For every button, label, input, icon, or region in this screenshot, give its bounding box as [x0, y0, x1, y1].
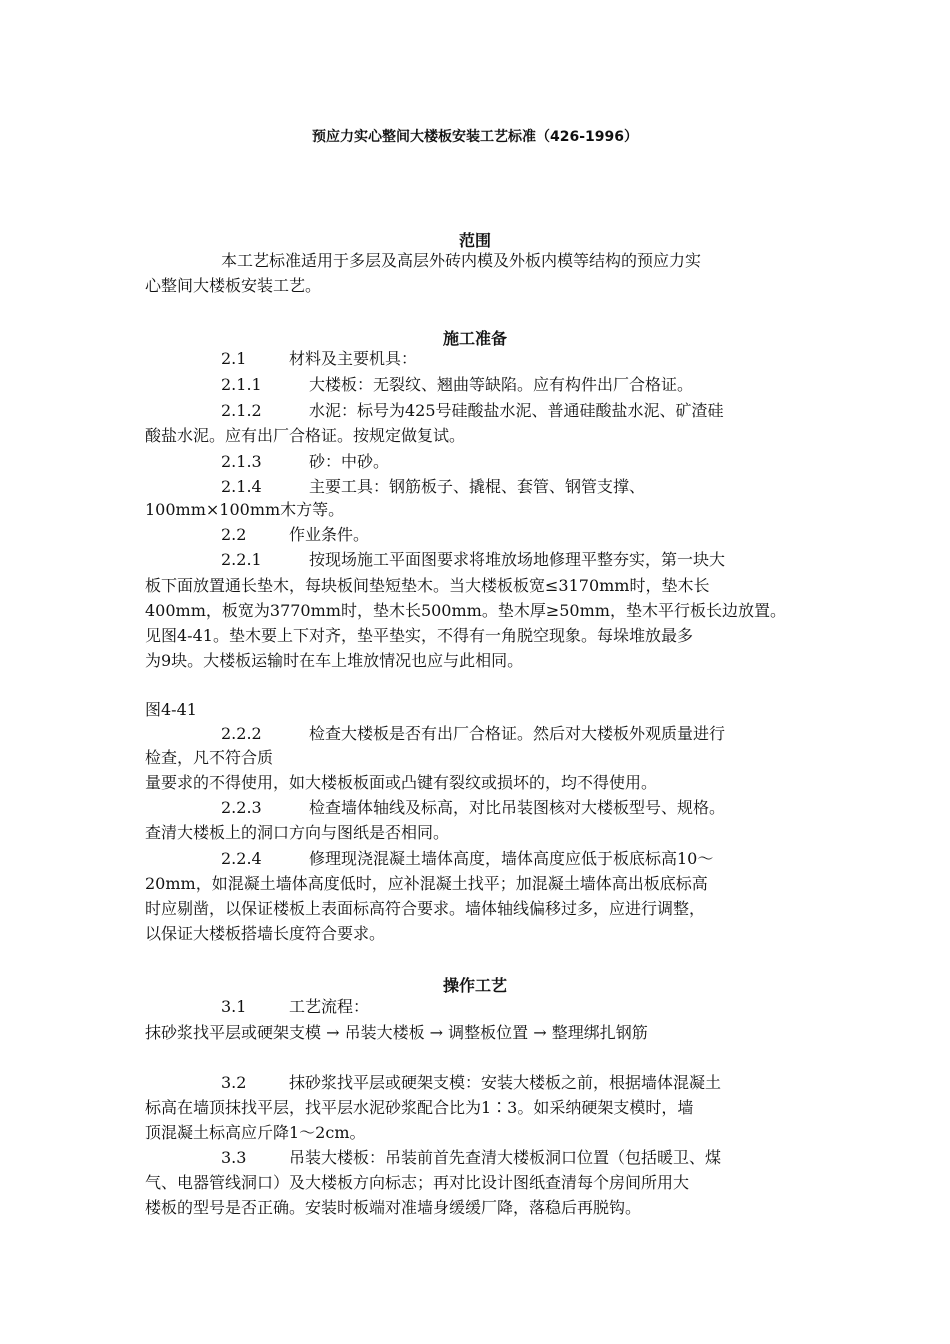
- section-number: 2.1.3: [221, 452, 262, 471]
- paragraph-line: 时应剔凿，以保证楼板上表面标高符合要求。墙体轴线偏移过多，应进行调整，: [145, 899, 706, 918]
- paragraph-line: 酸盐水泥。应有出厂合格证。按规定做复试。: [145, 426, 466, 445]
- section-number: 2.1.2: [221, 401, 262, 420]
- paragraph-line: 100mm×100mm木方等。: [145, 500, 345, 519]
- paragraph-line: 板下面放置通长垫木，每块板间垫短垫木。当大楼板板宽≤3170mm时，垫木长: [145, 576, 710, 595]
- section-2-2-2: [221, 722, 725, 746]
- section-text: 抹砂浆找平层或硬架支模：安装大楼板之前，根据墙体混凝土: [289, 1073, 722, 1092]
- section-2-1-1: [221, 373, 693, 397]
- section-2-2-4: [221, 847, 713, 871]
- paragraph-line: 以保证大楼板搭墙长度符合要求。: [145, 924, 386, 943]
- heading-scope: 范围: [458, 231, 491, 250]
- paragraph-line: 检查，凡不符合质: [145, 748, 274, 767]
- paragraph-line: 量要求的不得使用，如大楼板板面或凸键有裂纹或损坏的，均不得使用。: [145, 773, 658, 792]
- section-2-2: [221, 523, 369, 547]
- heading-process: 操作工艺: [442, 976, 507, 995]
- paragraph-line: 20mm，如混凝土墙体高度低时，应补混凝土找平；加混凝土墙体高出板底标高: [145, 874, 708, 893]
- section-number: 3.1: [221, 997, 247, 1016]
- section-2-1-3: [221, 450, 389, 474]
- section-number: 2.2.3: [221, 798, 262, 817]
- section-text: 检查大楼板是否有出厂合格证。然后对大楼板外观质量进行: [309, 724, 726, 743]
- section-number: 3.2: [221, 1073, 247, 1092]
- section-2-1-2: [221, 399, 724, 423]
- section-number: 2.1: [221, 349, 247, 368]
- section-text: 吊装大楼板：吊装前首先查清大楼板洞口位置（包括暖卫、煤: [289, 1148, 722, 1167]
- paragraph-line: 见图4-41。垫木要上下对齐，垫平垫实，不得有一角脱空现象。每垛堆放最多: [145, 626, 693, 645]
- section-number: 3.3: [221, 1148, 247, 1167]
- paragraph-line: 为9块。大楼板运输时在车上堆放情况也应与此相同。: [145, 651, 524, 670]
- paragraph-line: 楼板的型号是否正确。安装时板端对准墙身缓缓厂降，落稳后再脱钩。: [145, 1198, 642, 1217]
- heading-prep: 施工准备: [442, 329, 507, 348]
- section-text: 作业条件。: [289, 525, 370, 544]
- section-text: 大楼板：无裂纹、翘曲等缺陷。应有构件出厂合格证。: [309, 375, 694, 394]
- process-flow: 抹砂浆找平层或硬架支模 → 吊装大楼板 → 调整板位置 → 整理绑扎钢筋: [145, 1023, 648, 1042]
- section-number: 2.2: [221, 525, 247, 544]
- paragraph-line: 标高在墙顶抹找平层，找平层水泥砂浆配合比为1∶3。如采纳硬架支模时，墙: [145, 1098, 694, 1117]
- document-title: 预应力实心整间大楼板安装工艺标准（426-1996）: [312, 129, 638, 145]
- section-text: 水泥：标号为425号硅酸盐水泥、普通硅酸盐水泥、矿渣硅: [309, 401, 724, 420]
- section-text: 砂：中砂。: [309, 452, 390, 471]
- section-text: 修理现浇混凝土墙体高度，墙体高度应低于板底标高10～: [309, 849, 714, 868]
- section-number: 2.1.1: [221, 375, 262, 394]
- section-number: 2.1.4: [221, 477, 262, 496]
- section-3-2: [221, 1071, 721, 1095]
- section-2-2-3: [221, 796, 725, 820]
- paragraph-line: 查清大楼板上的洞口方向与图纸是否相同。: [145, 823, 450, 842]
- section-text: 按现场施工平面图要求将堆放场地修理平整夯实，第一块大: [309, 550, 726, 569]
- section-text: 材料及主要机具：: [289, 349, 418, 368]
- section-text: 检查墙体轴线及标高，对比吊装图核对大楼板型号、规格。: [309, 798, 726, 817]
- paragraph-line: 400mm，板宽为3770mm时，垫木长500mm。垫木厚≥50mm，垫木平行板长边放置。: [145, 601, 786, 620]
- section-number: 2.2.4: [221, 849, 262, 868]
- section-2-1: [221, 347, 417, 371]
- figure-label: 图4-41: [145, 700, 197, 719]
- section-number: 2.2.2: [221, 724, 262, 743]
- scope-line: 心整间大楼板安装工艺。: [145, 276, 322, 295]
- paragraph-line: 气、电器管线洞口）及大楼板方向标志；再对比设计图纸查清每个房间所用大: [145, 1173, 690, 1192]
- scope-line: 本工艺标准适用于多层及高层外砖内模及外板内模等结构的预应力实: [221, 251, 702, 270]
- paragraph-line: 顶混凝土标高应斤降1～2cm。: [145, 1123, 366, 1142]
- section-number: 2.2.1: [221, 550, 262, 569]
- section-text: 主要工具：钢筋板子、撬棍、套管、钢管支撑、: [309, 477, 646, 496]
- section-text: 工艺流程：: [289, 997, 370, 1016]
- section-3-1: [221, 995, 369, 1019]
- section-2-1-4: [221, 475, 645, 499]
- section-3-3: [221, 1146, 721, 1170]
- section-2-2-1: [221, 548, 725, 572]
